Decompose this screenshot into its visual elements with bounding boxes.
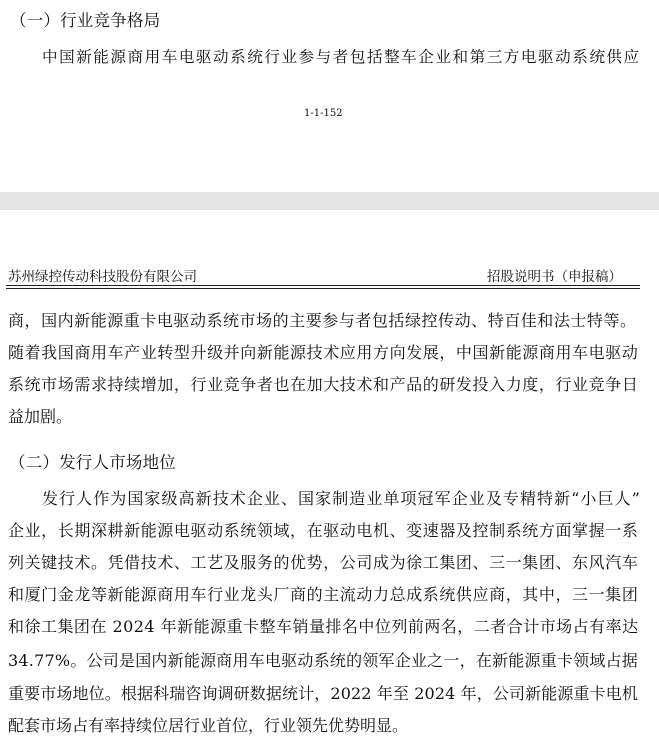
paragraph-line: 随着我国商用车产业转型升级并向新能源技术应用方向发展，中国新能源商用车电驱动 [8, 343, 639, 362]
paragraph-line: 列关键技术。凭借技术、工艺及服务的优势，公司成为徐工集团、三一集团、东风汽车 [8, 553, 639, 572]
header-rule-bottom [6, 288, 640, 289]
page-number: 1-1-152 [304, 108, 343, 119]
header-company: 苏州绿控传动科技股份有限公司 [8, 269, 197, 285]
paragraph-line: 和厦门金龙等新能源商用车行业龙头厂商的主流动力总成系统供应商，其中，三一集团 [8, 585, 639, 604]
paragraph-line: 配套市场占有率持续位居行业首位，行业领先优势明显。 [8, 716, 409, 735]
paragraph-line: 企业，长期深耕新能源电驱动系统领域，在驱动电机、变速器及控制系统方面掌握一系 [8, 521, 639, 540]
paragraph-line: 中国新能源商用车电驱动系统行业参与者包括整车企业和第三方电驱动系统供应 [42, 48, 641, 66]
paragraph-line: 益加剧。 [8, 407, 73, 426]
paragraph-line: 重要市场地位。根据科瑞咨询调研数据统计，2022 年至 2024 年，公司新能源重卡电机 [8, 684, 638, 703]
paragraph-line: 商，国内新能源重卡电驱动系统市场的主要参与者包括绿控传动、特百佳和法士特等。 [8, 311, 637, 330]
paragraph-line: 和徐工集团在 2024 年新能源重卡整车销量排名中位列前两名，二者合计市场占有率达 [8, 617, 639, 636]
header-rule-top [6, 285, 640, 286]
paragraph-line: 发行人作为国家级高新技术企业、国家制造业单项冠军企业及专精特新“小巨人” [42, 489, 641, 508]
paragraph-line: 34.77%。公司是国内新能源商用车电驱动系统的领军企业之一，在新能源重卡领域占据 [8, 651, 639, 670]
section-heading-2: （二）发行人市场地位 [9, 453, 176, 472]
upper-page [0, 0, 659, 192]
header-doc-type: 招股说明书（申报稿） [487, 269, 622, 285]
page-gap [0, 192, 659, 210]
section-heading-1: （一）行业竞争格局 [10, 11, 161, 30]
paragraph-line: 系统市场需求持续增加，行业竞争者也在加大技术和产品的研发投入力度，行业竞争日 [8, 375, 639, 394]
